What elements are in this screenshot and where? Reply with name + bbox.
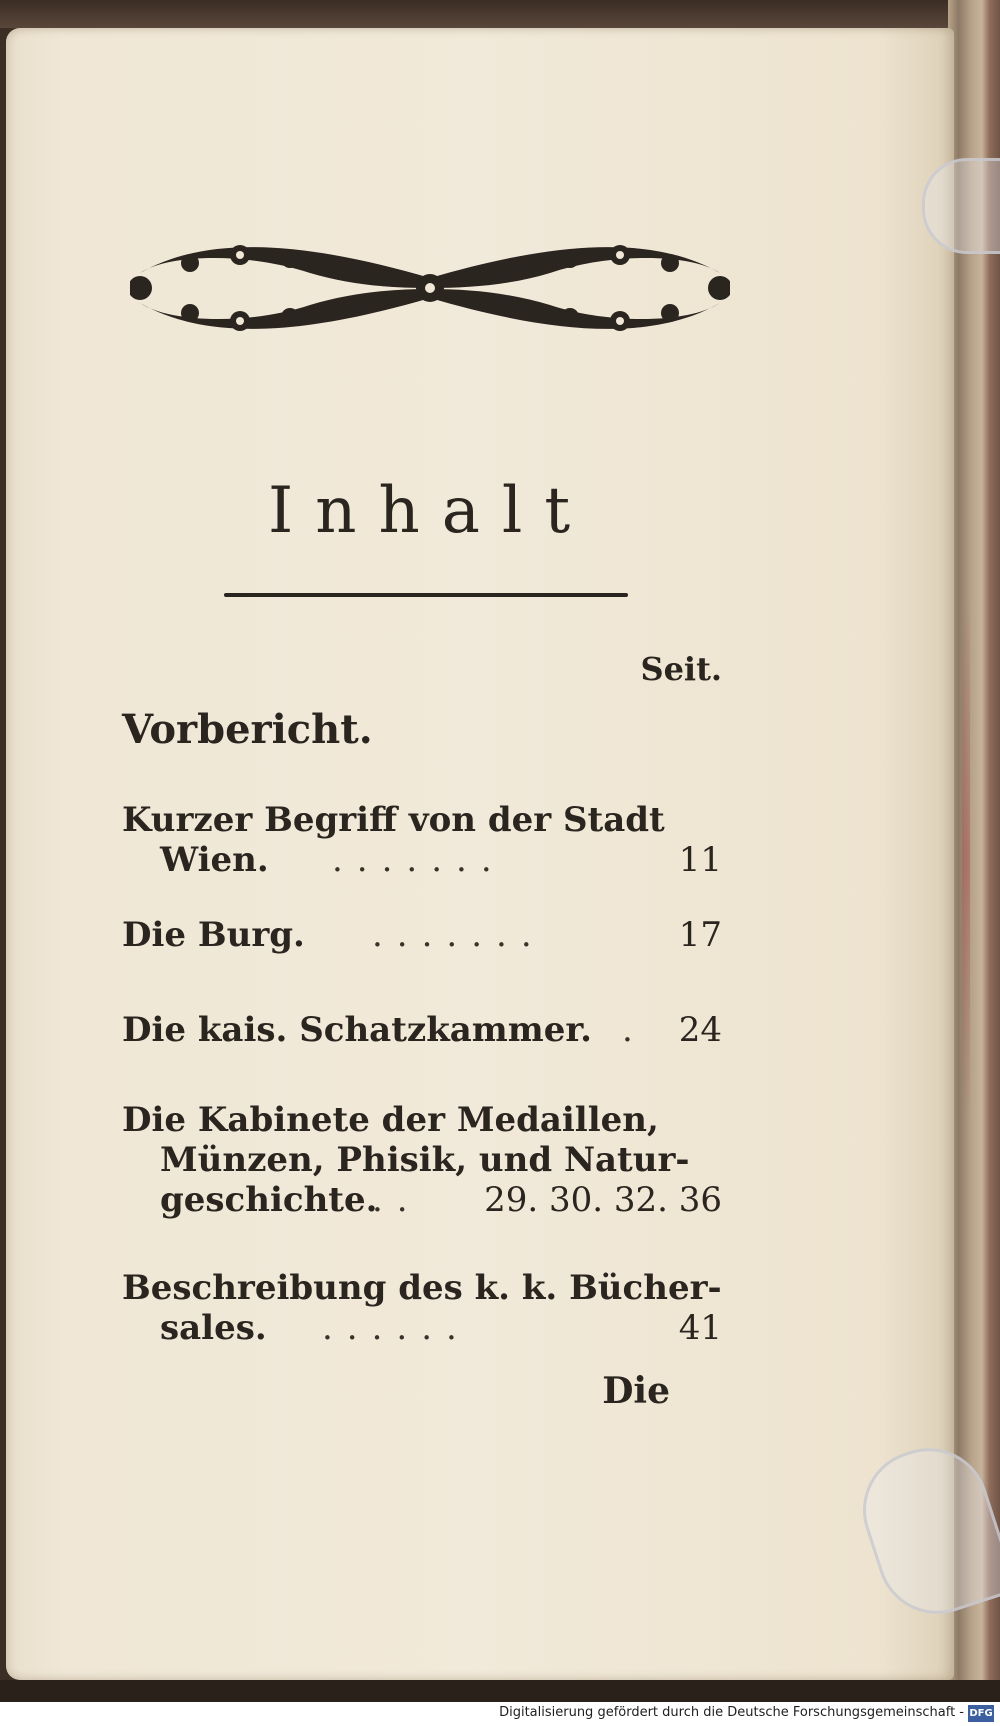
toc-entry-text: Die kais. Schatzkammer.	[122, 1010, 593, 1050]
cover-stain	[962, 600, 970, 1120]
page-number: 11	[678, 840, 722, 880]
leader-dots: .	[622, 1010, 647, 1050]
toc-entry-continuation	[122, 840, 722, 880]
toc-entry-text: geschichte.	[160, 1180, 378, 1220]
page-clip-top	[922, 158, 1000, 254]
toc-entry	[122, 1268, 722, 1348]
toc-entry-text: Die Kabinete der Medaillen,	[122, 1100, 659, 1140]
toc-entry-text: Beschreibung des k. k. Bücher-	[122, 1268, 722, 1308]
toc-entry-text: Kurzer Begriff von der Stadt	[122, 800, 665, 840]
toc-entry-text: sales.	[160, 1308, 267, 1348]
page-number: 17	[678, 915, 722, 955]
page-title: Inhalt	[267, 474, 593, 548]
floral-ornament	[130, 233, 730, 343]
toc-entry-text: Wien.	[160, 840, 269, 880]
toc-entry	[122, 1010, 722, 1050]
book-edge-bottom	[0, 1680, 1000, 1702]
page-number: 24	[678, 1010, 722, 1050]
toc-entry-line	[122, 1010, 722, 1050]
leader-dots: .......	[372, 915, 546, 955]
toc-entry	[122, 915, 722, 955]
leader-dots: .......	[332, 840, 506, 880]
toc-entry-text: Die Burg.	[122, 915, 305, 955]
preface-entry: Vorbericht.	[122, 706, 373, 753]
book-edge-top	[0, 0, 1000, 28]
page-number: 29. 30. 32. 36	[484, 1180, 722, 1220]
page-column-heading: Seit.	[640, 650, 722, 688]
toc-entry-continuation	[122, 1308, 722, 1348]
toc-entry-continuation	[122, 1180, 722, 1220]
leader-dots: ......	[322, 1308, 471, 1348]
catchword: Die	[602, 1370, 670, 1412]
leader-dots: ..	[372, 1180, 422, 1220]
toc-entry-text: Münzen, Phisik, und Natur-	[160, 1140, 690, 1180]
dfg-logo: DFG	[968, 1705, 994, 1722]
footer-credit: Digitalisierung gefördert durch die Deutsche Forschungsgemeinschaft -	[499, 1705, 964, 1720]
title-rule	[224, 593, 628, 597]
toc-entry	[122, 800, 722, 880]
page-number: 41	[678, 1308, 722, 1348]
toc-entry-line	[122, 915, 722, 955]
toc-entry	[122, 1100, 722, 1220]
